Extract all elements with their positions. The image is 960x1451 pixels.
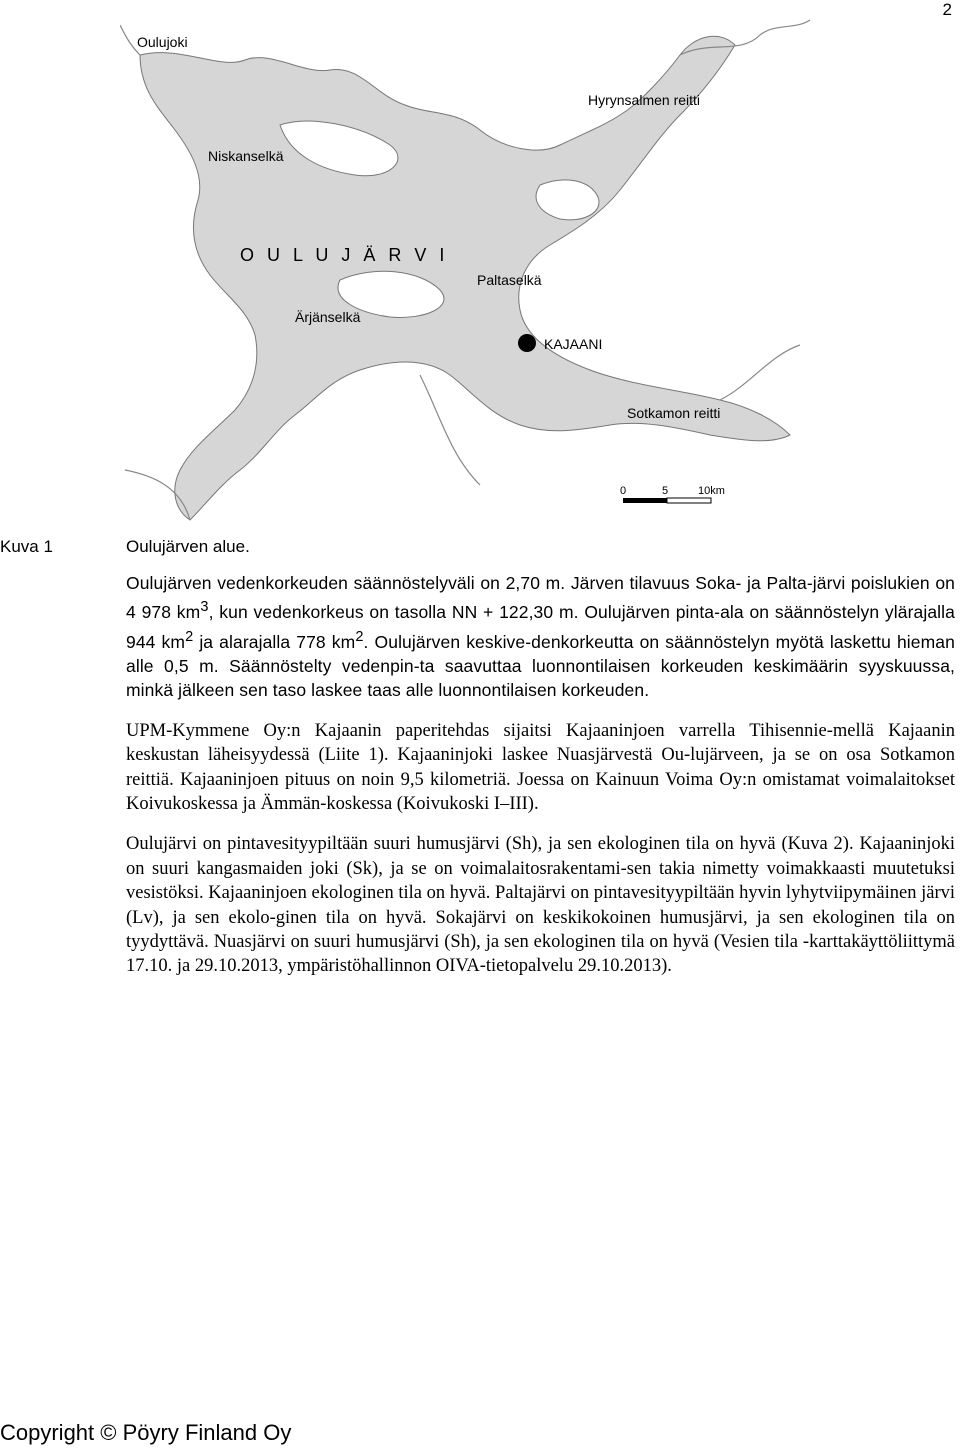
paragraph-text: , kun vedenkorkeus on tasolla NN + 122,30 m. Oulujärven pinta-ala on säännöstelyn ylärajalla 944 km xyxy=(126,602,955,652)
paragraph-text: Oulujärven vedenkorkeuden säännöstelyväli on 2,70 m. Järven tilavuus Soka- ja Palta-järvi poislukien on 4 978 km xyxy=(126,573,955,623)
paragraph-ecological-status: Oulujärvi on pintavesityypiltään suuri humusjärvi (Sh), ja sen ekologinen tila on hyvä (Kuva 2). Kajaaninjoki on suuri kangasmaiden joki (Sk), ja se on voimalaitosrakentami-sen takia nimetty voimakkaasti muutetuksi vesistöksi. Kajaaninjoen ekologinen tila on hyvä. Paltajärvi on pintavesityypiltään hyvin lyhytviipymäinen järvi (Lv), ja sen ekolo-ginen tila on hyvä. Sokajärvi on keskikokoinen humusjärvi, ja sen ekologinen tila on tyydyttävä. Nuasjärvi on suuri humusjärvi (Sh), ja sen ekologinen tila on hyvä (Vesien tila -karttakäyttöliittymä 17.10. ja 29.10.2013, ympäristöhallinnon OIVA-tietopalvelu 29.10.2013). xyxy=(126,834,955,977)
body-text xyxy=(126,571,955,995)
copyright-footer: Copyright © Pöyry Finland Oy xyxy=(0,1420,292,1445)
scale-label-0: 0 xyxy=(620,485,627,497)
label-paltaselka: Paltaselkä xyxy=(477,272,542,288)
label-oulujoki: Oulujoki xyxy=(137,34,188,50)
scale-label-5: 5 xyxy=(662,485,669,497)
kajaani-marker xyxy=(518,334,536,352)
oulujarvi-map xyxy=(120,15,820,525)
label-kajaani: KAJAANI xyxy=(544,336,603,352)
paragraph-regulation xyxy=(126,571,955,703)
superscript: 2 xyxy=(185,628,194,645)
label-sotkamon-reitti: Sotkamon reitti xyxy=(627,405,721,421)
label-niskanselka: Niskanselkä xyxy=(208,148,284,164)
scale-segment-empty xyxy=(667,498,711,503)
river-line xyxy=(720,345,800,400)
scale-segment-filled xyxy=(623,498,667,503)
paragraph-text: . Oulujärven keskive-denkorkeutta on säännöstelyn myötä laskettu hieman alle 0,5 m. Säännöstelty vedenpin-ta saavuttaa luonnontilaisen korkeuden keskimäärin syyskuussa, minkä jälkeen sen taso laskee taas alle luonnontilaisen korkeuden. xyxy=(126,631,955,701)
paragraph-paper-mill: UPM-Kymmene Oy:n Kajaanin paperitehdas sijaitsi Kajaaninjoen varrella Tihisennie-mellä Kajaanin keskustan läheisyydessä (Liite 1). Kajaaninjoki laskee Nuasjärvestä Ou-lujärveen, ja se on osa Sotkamon reittiä. Kajaaninjoen pituus on noin 9,5 kilometriä. Joessa on Kainuun Voima Oy:n omistamat voimalaitokset Koivukoskessa ja Ämmän-koskessa (Koivukoski I–III). xyxy=(126,720,955,814)
paragraph-text: ja alarajalla 778 km xyxy=(193,631,356,652)
superscript: 3 xyxy=(200,599,209,616)
label-arjanselka: Ärjänselkä xyxy=(295,309,361,325)
lake-shape xyxy=(140,36,790,520)
scale-bar xyxy=(620,485,725,503)
scale-label-10: 10km xyxy=(698,485,725,497)
label-oulujarvi: O U L U J Ä R V I xyxy=(240,245,449,265)
caption-text: Oulujärven alue. xyxy=(126,537,250,556)
superscript: 2 xyxy=(355,628,364,645)
caption-number: Kuva 1 xyxy=(0,537,53,556)
label-hyrynsalmen-reitti: Hyrynsalmen reitti xyxy=(588,92,701,108)
page-number: 2 xyxy=(942,0,952,19)
